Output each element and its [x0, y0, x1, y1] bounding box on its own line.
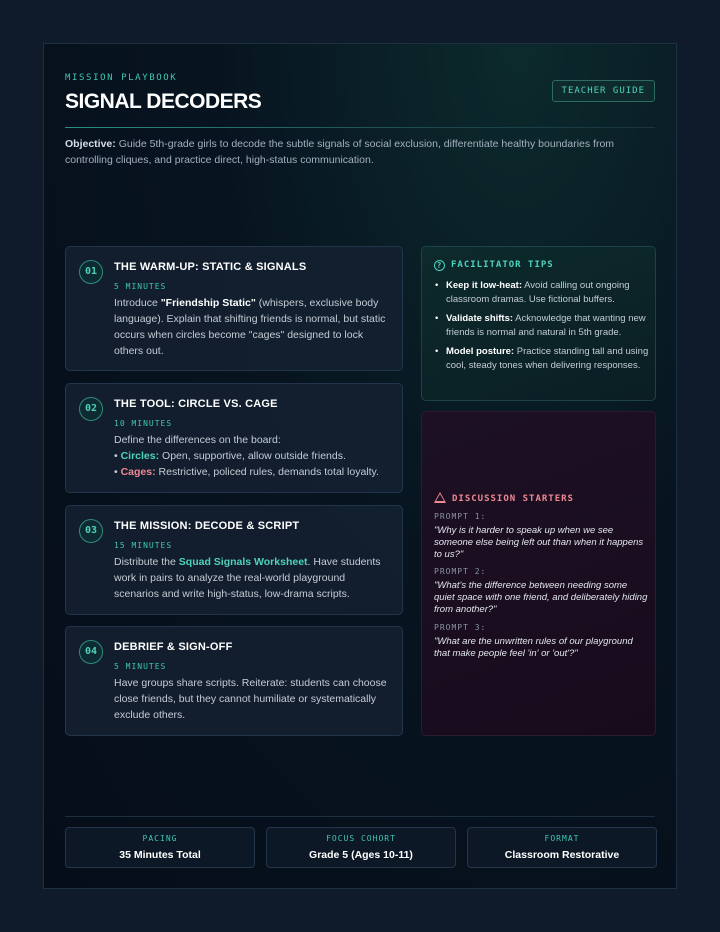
prompt-item — [434, 512, 649, 561]
step-text: (whispers, exclusive body language). Explain that shifting friends is normal, but static occurs when circles become "cages" designed to lock others out. — [114, 297, 386, 357]
step-duration: 15 MINUTES — [114, 541, 173, 550]
step-card-debrief — [65, 626, 403, 736]
step-duration: 10 MINUTES — [114, 419, 173, 428]
step-number: 03 — [79, 519, 103, 543]
step-text: Distribute the — [114, 556, 179, 568]
meta-format — [467, 827, 657, 868]
meta-value: 35 Minutes Total — [119, 849, 201, 861]
circles-text: Open, supportive, allow outside friends. — [159, 450, 346, 462]
step-description — [114, 554, 392, 602]
kicker-label: MISSION PLAYBOOK — [65, 73, 178, 83]
worksheet-link: Squad Signals Worksheet — [178, 556, 308, 568]
step-number: 01 — [79, 260, 103, 284]
tips-heading — [434, 260, 554, 271]
step-description: Have groups share scripts. Reiterate: students can choose close friends, but they cannot humiliate or systematically exclude others. — [114, 677, 387, 721]
tip-label: Model posture: — [446, 346, 515, 357]
cages-bullet: • Cages: Restrictive, policed rules, demands total loyalty. — [114, 466, 379, 478]
meta-label: FOCUS COHORT — [326, 834, 396, 843]
circles-bullet: • Circles: Open, supportive, allow outside friends. — [114, 450, 346, 462]
meta-value: Grade 5 (Ages 10-11) — [309, 849, 413, 861]
objective-label: Objective: — [65, 138, 116, 150]
tip-item — [434, 312, 649, 340]
step-description — [114, 432, 392, 480]
prompt-text: "What's the difference between needing some quiet space with one friend, and deliberately hiding from another?" — [434, 580, 648, 615]
objective-body: Guide 5th-grade girls to decode the subtle signals of social exclusion, differentiate healthy boundaries from controlling cliques, and practice direct, high-status communication. — [65, 138, 615, 166]
step-title: THE TOOL: CIRCLE VS. CAGE — [114, 398, 278, 410]
meta-pacing — [65, 827, 255, 868]
cages-label: Cages: — [120, 466, 156, 478]
tip-text: Practice standing tall and using cool, steady tones when delivering responses. — [446, 346, 649, 371]
tip-item — [434, 279, 649, 307]
circles-label: Circles: — [120, 450, 160, 462]
prompt-label: PROMPT 3: — [434, 623, 487, 632]
question-circle-icon: ? — [434, 260, 445, 271]
playbook-sheet — [43, 43, 677, 889]
page-title: SIGNAL DECODERS — [65, 90, 262, 113]
step-emphasis: "Friendship Static" — [160, 297, 256, 309]
header-divider — [65, 127, 655, 128]
tip-label: Keep it low-heat: — [446, 280, 523, 291]
step-card-tool — [65, 383, 403, 493]
step-title: DEBRIEF & SIGN-OFF — [114, 641, 233, 653]
warning-triangle-icon — [434, 492, 446, 503]
tips-list — [434, 279, 649, 378]
teacher-guide-badge: TEACHER GUIDE — [552, 80, 655, 102]
step-card-mission — [65, 505, 403, 615]
prompt-text: "What are the unwritten rules of our playground that make people feel 'in' or 'out'?" — [434, 636, 633, 659]
step-title: THE WARM-UP: STATIC & SIGNALS — [114, 261, 307, 273]
prompt-text: "Why is it harder to speak up when we see someone else being left out than when it happens to us?" — [434, 525, 644, 560]
step-text: Introduce — [114, 297, 161, 309]
prompt-item — [434, 623, 649, 660]
tips-title: FACILITATOR TIPS — [451, 260, 554, 270]
step-duration: 5 MINUTES — [114, 282, 167, 291]
step-text: . Have students work in pairs to analyze the real-world playground scenarios and write high-status, low-drama scripts. — [114, 556, 381, 600]
tip-text: Avoid calling out ongoing classroom dramas. Use fictional buffers. — [446, 280, 630, 305]
discussion-title: DISCUSSION STARTERS — [452, 494, 574, 504]
tip-text: Acknowledge that wanting new friends is normal and natural in 5th grade. — [446, 313, 646, 338]
prompt-label: PROMPT 1: — [434, 512, 487, 521]
meta-focus-cohort — [266, 827, 456, 868]
facilitator-tips-panel — [421, 246, 656, 401]
footer-divider — [65, 816, 655, 817]
tip-label: Validate shifts: — [446, 313, 514, 324]
prompt-item — [434, 567, 649, 616]
tip-item — [434, 345, 649, 373]
meta-value: Classroom Restorative — [504, 849, 620, 861]
objective-text — [65, 136, 635, 168]
step-duration: 5 MINUTES — [114, 662, 167, 671]
meta-label: PACING — [142, 834, 178, 843]
step-card-warmup — [65, 246, 403, 371]
step-title: THE MISSION: DECODE & SCRIPT — [114, 520, 300, 532]
step-intro: Define the differences on the board: — [114, 434, 281, 446]
step-description — [114, 295, 392, 359]
meta-label: FORMAT — [544, 834, 580, 843]
step-number: 02 — [79, 397, 103, 421]
cages-text: Restrictive, policed rules, demands total loyalty. — [155, 466, 379, 478]
discussion-starters-panel — [421, 411, 656, 736]
step-number: 04 — [79, 640, 103, 664]
discussion-heading — [434, 492, 574, 504]
prompt-label: PROMPT 2: — [434, 567, 487, 576]
